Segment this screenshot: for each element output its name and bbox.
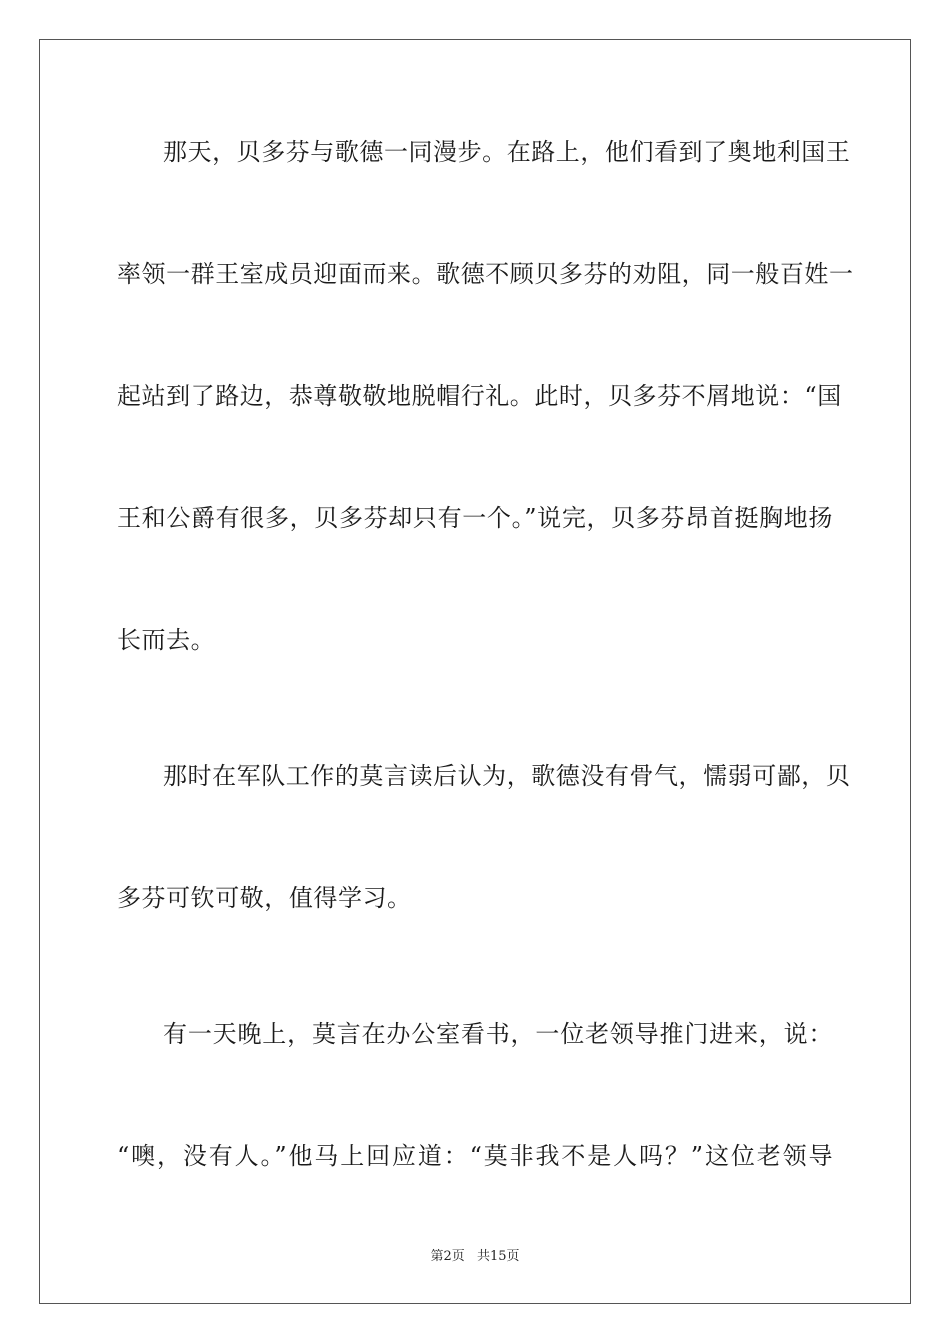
text-line: 多芬可钦可敬，值得学习。 [117,884,412,912]
text-line: 那天，贝多芬与歌德一同漫步。在路上，他们看到了奥地利国王 [163,138,851,166]
text-line: “噢，没有人。”他马上回应道：“莫非我不是人吗？”这位老领导 [117,1142,833,1170]
text-line: 王和公爵有很多，贝多芬却只有一个。”说完，贝多芬昂首挺胸地扬 [117,504,833,532]
text-line: 有一天晚上，莫言在办公室看书，一位老领导推门进来，说： [163,1020,833,1048]
text-line: 率领一群王室成员迎面而来。歌德不顾贝多芬的劝阻，同一般百姓一 [117,260,854,288]
page-footer [0,1245,950,1264]
text-line: 那时在军队工作的莫言读后认为，歌德没有骨气，懦弱可鄙，贝 [163,762,851,790]
page-border [39,39,911,1304]
page-total: 共15页 [476,1249,520,1264]
page-number: 第2页 [430,1249,465,1264]
text-line: 起站到了路边，恭尊敬敬地脱帽行礼。此时，贝多芬不屑地说：“国 [117,382,842,410]
text-line: 长而去。 [117,626,216,654]
